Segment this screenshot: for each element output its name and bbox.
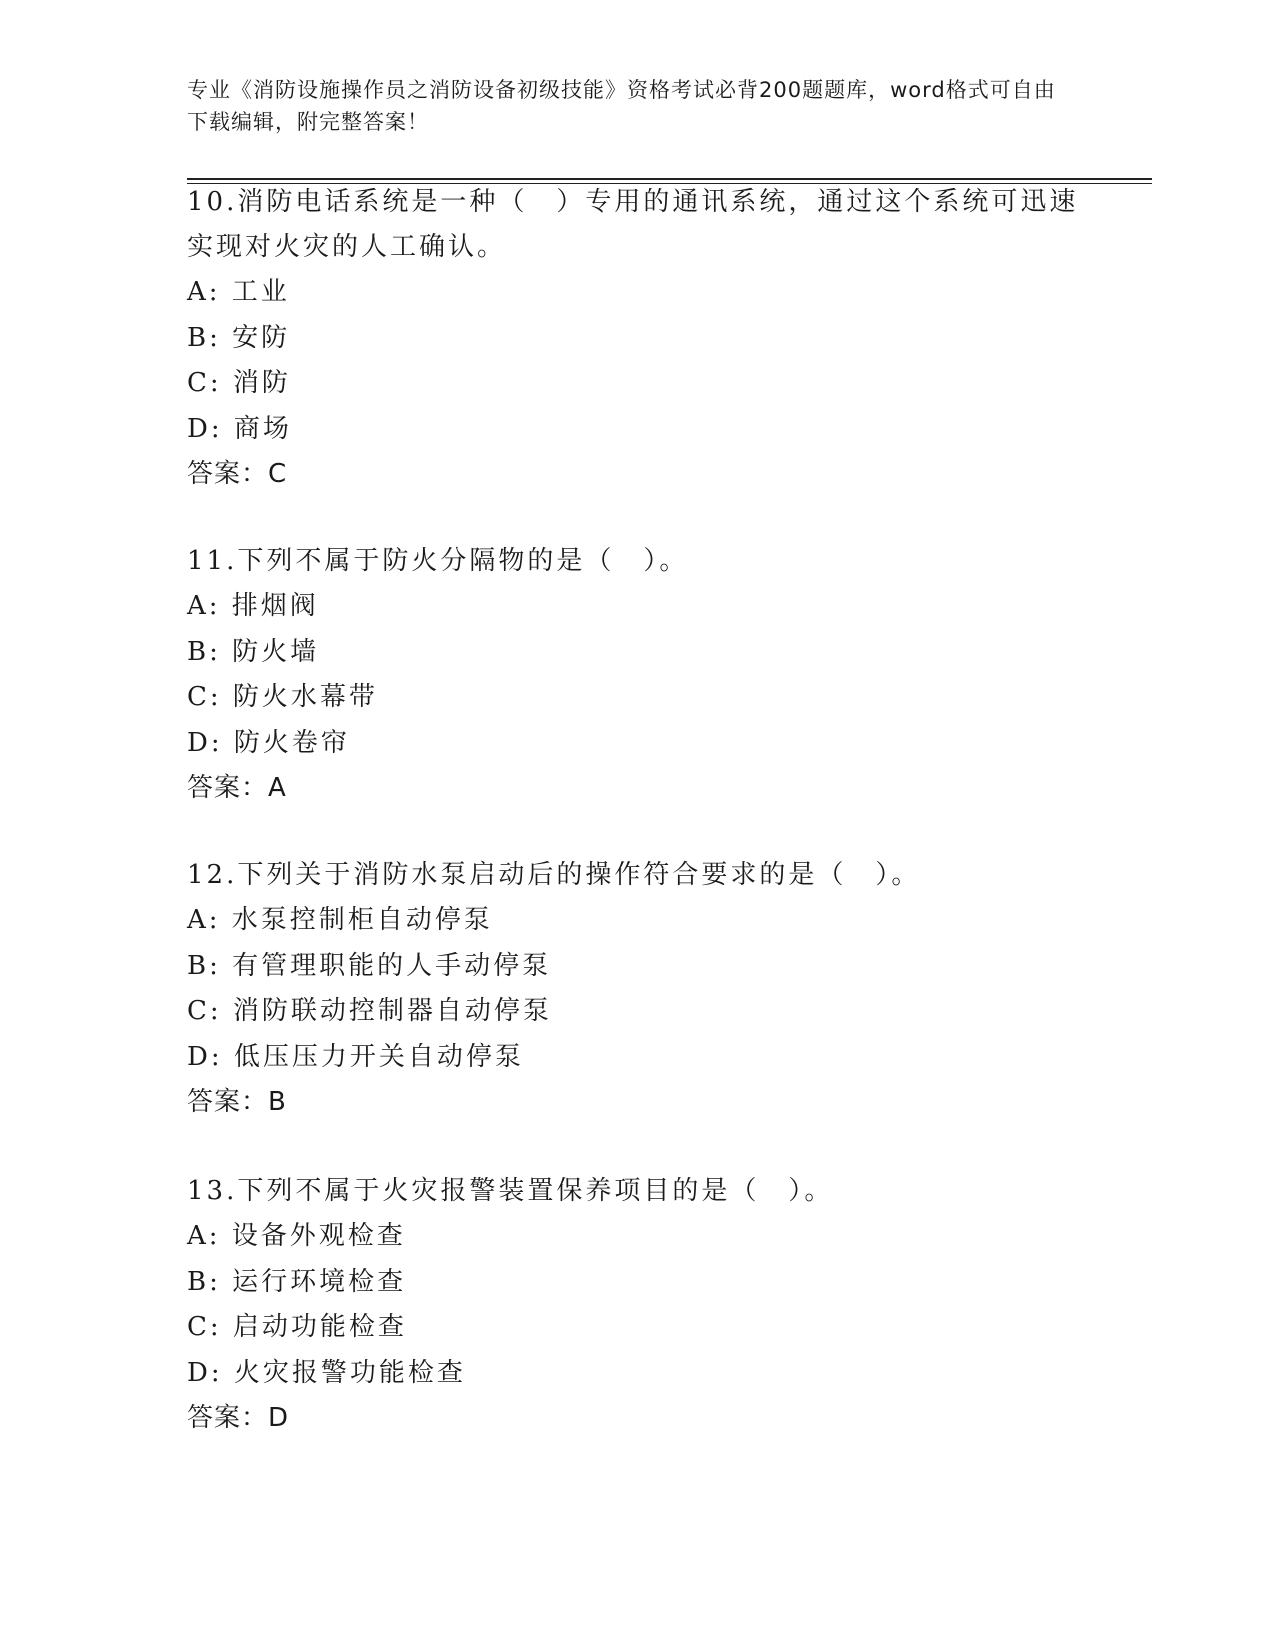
question-block-11 [187, 539, 1087, 811]
option-b: B: 有管理职能的人手动停泵 [187, 950, 552, 981]
option-c: C: 消防联动控制器自动停泵 [187, 996, 552, 1026]
option-b: B: 防火墙 [187, 636, 320, 667]
option-b: B: 安防 [187, 322, 291, 353]
option-a: A: 排烟阀 [187, 591, 319, 621]
question-block-13 [187, 1169, 1087, 1441]
answer-line: 答案：B [187, 1087, 287, 1117]
option-a: A: 水泵控制柜自动停泵 [187, 905, 493, 935]
document-intro: 专业《消防设施操作员之消防设备初级技能》资格考试必背200题题库，word格式可自由下载编辑，附完整答案！ [187, 78, 1056, 134]
answer-line: 答案：D [187, 1403, 290, 1433]
answer-line: 答案：A [187, 773, 287, 803]
option-d: D: 商场 [187, 413, 292, 444]
answer-line: 答案：C [187, 459, 288, 489]
question-block-12 [187, 853, 1087, 1125]
option-d: D: 火灾报警功能检查 [187, 1357, 466, 1388]
question-stem: 11.下列不属于防火分隔物的是（ ）。 [187, 546, 689, 576]
option-d: D: 防火卷帘 [187, 727, 350, 758]
option-c: C: 启动功能检查 [187, 1312, 407, 1342]
option-c: C: 消防 [187, 368, 291, 398]
option-a: A: 工业 [187, 277, 290, 307]
option-c: C: 防火水幕带 [187, 682, 378, 712]
question-stem: 13.下列不属于火灾报警装置保养项目的是（ ）。 [187, 1176, 834, 1206]
option-b: B: 运行环境检查 [187, 1266, 407, 1297]
question-stem: 10.消防电话系统是一种（ ）专用的通讯系统，通过这个系统可迅速实现对火灾的人工确认。 [187, 187, 1079, 262]
question-stem: 12.下列关于消防水泵启动后的操作符合要求的是（ ）。 [187, 860, 921, 890]
question-block-10 [187, 180, 1087, 497]
option-d: D: 低压压力开关自动停泵 [187, 1041, 524, 1072]
option-a: A: 设备外观检查 [187, 1221, 406, 1251]
